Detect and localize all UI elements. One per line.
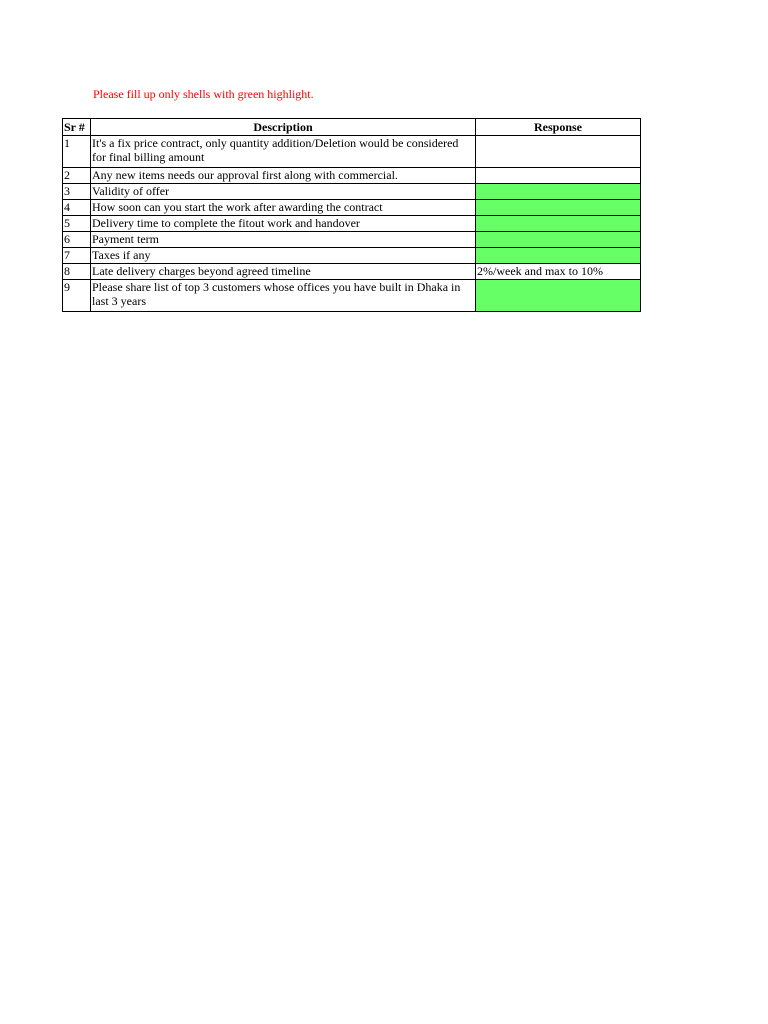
response-cell[interactable]	[476, 136, 641, 168]
response-cell[interactable]: 2%/week and max to 10%	[476, 264, 641, 280]
sr-cell: 3	[63, 184, 91, 200]
sr-cell: 5	[63, 216, 91, 232]
response-cell[interactable]	[476, 280, 641, 312]
response-cell[interactable]	[476, 232, 641, 248]
table-row	[63, 136, 641, 168]
questionnaire-table	[62, 118, 641, 312]
response-cell[interactable]	[476, 168, 641, 184]
instruction-note: Please fill up only shells with green highlight.	[93, 87, 314, 101]
description-cell: Late delivery charges beyond agreed timeline	[91, 264, 476, 280]
header-sr: Sr #	[63, 119, 91, 136]
sr-cell: 8	[63, 264, 91, 280]
table-row	[63, 216, 641, 232]
description-cell: Any new items needs our approval first along with commercial.	[91, 168, 476, 184]
description-cell: Validity of offer	[91, 184, 476, 200]
sr-cell: 9	[63, 280, 91, 312]
description-cell: Payment term	[91, 232, 476, 248]
table-row	[63, 232, 641, 248]
sr-cell: 6	[63, 232, 91, 248]
description-cell: It's a fix price contract, only quantity addition/Deletion would be considered for final billing amount	[91, 136, 476, 168]
table-row	[63, 264, 641, 280]
description-cell: Delivery time to complete the fitout work and handover	[91, 216, 476, 232]
header-row	[63, 119, 641, 136]
sr-cell: 2	[63, 168, 91, 184]
header-response: Response	[476, 119, 641, 136]
response-cell[interactable]	[476, 248, 641, 264]
description-cell: Taxes if any	[91, 248, 476, 264]
sr-cell: 7	[63, 248, 91, 264]
sr-cell: 1	[63, 136, 91, 168]
table-row	[63, 200, 641, 216]
response-cell[interactable]	[476, 200, 641, 216]
description-cell: Please share list of top 3 customers whose offices you have built in Dhaka in last 3 years	[91, 280, 476, 312]
table-row	[63, 280, 641, 312]
table-row	[63, 184, 641, 200]
response-cell[interactable]	[476, 216, 641, 232]
description-cell: How soon can you start the work after awarding the contract	[91, 200, 476, 216]
table-row	[63, 168, 641, 184]
header-description: Description	[91, 119, 476, 136]
sr-cell: 4	[63, 200, 91, 216]
response-cell[interactable]	[476, 184, 641, 200]
table-row	[63, 248, 641, 264]
